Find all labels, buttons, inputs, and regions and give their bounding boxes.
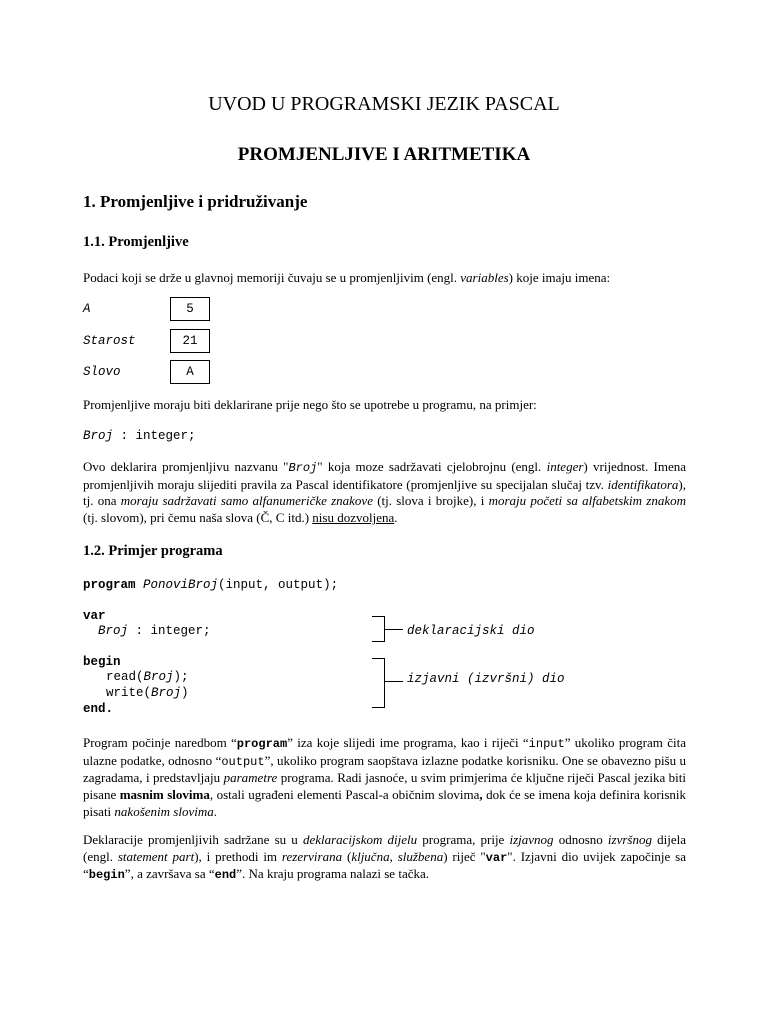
declarative-brace bbox=[372, 616, 385, 642]
variable-value-box: A bbox=[170, 360, 210, 384]
code-line-program: program PonoviBroj(input, output); bbox=[83, 578, 339, 592]
code-line-end: end. bbox=[83, 702, 114, 716]
code-line-var: var bbox=[83, 609, 106, 623]
declaration-explanation-paragraph: Deklaracije promjenljivih sadržane su u deklaracijskom dijelu programa, prije izjavnog odnosno izvršnog dijela (engl. statement part), i prethodi im rezervirana (ključna, službena) riječ "var". Izjavni dio uvijek započinje sa “begin”, a završava sa “end”. Na kraju programa nalazi se tačka. bbox=[83, 832, 687, 883]
declarative-annotation: deklaracijski dio bbox=[407, 624, 535, 638]
section-heading-1: 1. Promjenljive i pridruživanje bbox=[83, 192, 308, 211]
variable-name: Starost bbox=[83, 334, 136, 348]
code-line-write: write(Broj) bbox=[106, 686, 189, 700]
section-heading-1-1: 1.1. Promjenljive bbox=[83, 234, 189, 250]
code-line-begin: begin bbox=[83, 655, 121, 669]
declaration-example: Broj : integer; bbox=[83, 429, 196, 443]
executive-brace-tick bbox=[385, 681, 403, 682]
code-line-declaration: Broj : integer; bbox=[98, 624, 211, 638]
code-line-read: read(Broj); bbox=[106, 670, 189, 684]
declare-paragraph: Promjenljive moraju biti deklarirane prije nego što se upotrebe u programu, na primjer: bbox=[83, 397, 537, 412]
document-subtitle: PROMJENLJIVE I ARITMETIKA bbox=[237, 144, 531, 165]
intro-paragraph: Podaci koji se drže u glavnoj memoriji čuvaju se u promjenljivim (engl. variables) koje imaju imena: bbox=[83, 270, 611, 285]
variable-name: Slovo bbox=[83, 365, 121, 379]
document-title: UVOD U PROGRAMSKI JEZIK PASCAL bbox=[208, 93, 560, 115]
executive-brace bbox=[372, 658, 385, 708]
variable-value-box: 21 bbox=[170, 329, 210, 353]
variable-name: A bbox=[83, 302, 91, 316]
declarative-brace-tick bbox=[385, 629, 403, 630]
section-heading-1-2: 1.2. Primjer programa bbox=[83, 543, 223, 559]
executive-annotation: izjavni (izvršni) dio bbox=[407, 672, 565, 686]
identifier-rules-paragraph: Ovo deklarira promjenljivu nazvanu "Broj" koja moze sadržavati cjelobrojnu (engl. integer) vrijednost. Imena promjenljivih moraju slijediti pravila za Pascal identifikatore (promjenljive su specijalan slučaj tzv. identifikatora), tj. ona moraju sadržavati samo alfanumeričke znakove (tj. slova i brojke), i moraju početi sa alfabetskim znakom (tj. slovom), pri čemu naša slova (Č, C itd.) nisu dozvoljena. bbox=[83, 459, 686, 526]
variable-value-box: 5 bbox=[170, 297, 210, 321]
program-explanation-paragraph: Program počinje naredbom “program” iza koje slijedi ime programa, kao i riječi “input” ukoliko program čita ulazne podatke, odnosno “output”, ukoliko program saopštava izlazne podatke korisniku. One se obavezno pišu u zagradama, i predstavljaju parametre programa. Radi jasnoće, u svim primjerima će ključne riječi Pascal jezika biti pisane masnim slovima, ostali ugrađeni elementi Pascal-a običnim slovima, dok će se imena koja definira korisnik pisati nakošenim slovima. bbox=[83, 735, 687, 819]
